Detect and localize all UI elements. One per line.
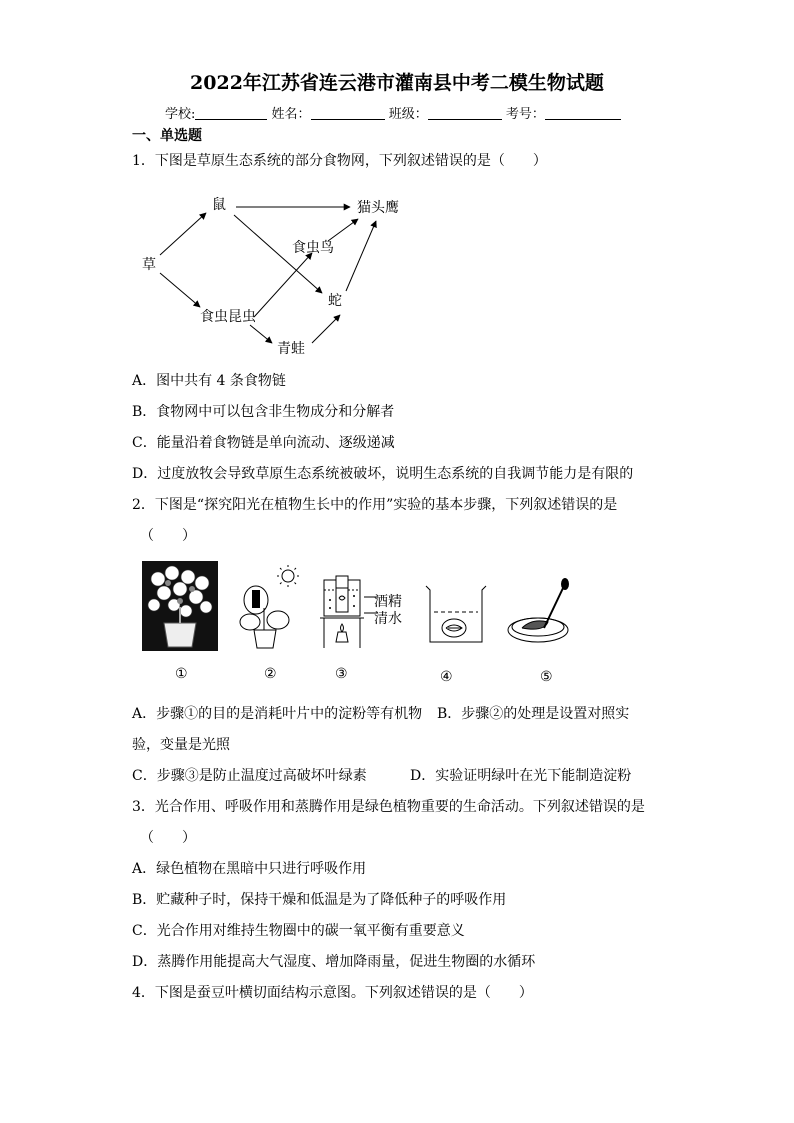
step-number-1: ① (175, 666, 188, 682)
label-water: 清水 (374, 611, 402, 627)
class-blank (428, 106, 502, 120)
arrow-grass-mouse (160, 213, 206, 255)
node-mouse: 鼠 (212, 197, 226, 213)
q2-option-c: C．步骤③是防止温度过高破坏叶绿素 (132, 768, 367, 784)
number-label: 考号： (505, 107, 545, 122)
section-heading: 一、单选题 (132, 128, 202, 144)
class-label: 班级： (388, 107, 428, 122)
q3-option-b: B．贮藏种子时，保持干燥和低温是为了降低种子的呼吸作用 (132, 892, 507, 908)
name-label: 姓名： (271, 107, 311, 122)
node-frog: 青蛙 (277, 341, 305, 357)
arrow-snake-owl (346, 221, 376, 291)
q2-answer-paren: （ ） (140, 528, 196, 544)
arrow-insect-bird (254, 253, 312, 317)
q1-option-c: C．能量沿着食物链是单向流动、逐级递减 (132, 435, 395, 451)
step-number-3: ③ (335, 666, 348, 682)
step4-beaker-leaf-image (424, 584, 488, 646)
arrow-grass-insect (160, 273, 200, 307)
q3-option-c: C．光合作用对维持生物圈中的碳一氧平衡有重要意义 (132, 923, 465, 939)
q2-option-b: B．步骤②的处理是设置对照实 (437, 706, 630, 722)
q1-option-b: B．食物网中可以包含非生物成分和分解者 (132, 404, 395, 420)
arrow-insect-frog (250, 325, 272, 343)
step-number-4: ④ (440, 669, 453, 685)
step5-iodine-dropper-image (504, 576, 576, 648)
q1-option-a: A．图中共有 4 条食物链 (132, 373, 286, 389)
arrow-frog-snake (312, 315, 340, 343)
node-grass: 草 (142, 257, 156, 273)
school-label: 学校: (165, 107, 196, 122)
node-owl: 猫头鹰 (357, 200, 399, 216)
number-blank (545, 106, 621, 120)
q3-option-d: D．蒸腾作用能提高大气湿度、增加降雨量，促进生物圈的水循环 (132, 954, 536, 970)
step-number-2: ② (264, 666, 277, 682)
label-alcohol: 酒精 (374, 594, 402, 610)
node-snake: 蛇 (328, 293, 342, 309)
q3-answer-paren: （ ） (140, 830, 196, 846)
step2-covered-leaf-sun-image (236, 564, 304, 652)
page-title: 2022年江苏省连云港市灌南县中考二模生物试题 (190, 72, 604, 94)
q2-option-b-cont: 验，变量是光照 (132, 737, 230, 753)
school-blank (195, 106, 267, 120)
q2-option-d: D．实验证明绿叶在光下能制造淀粉 (410, 768, 632, 784)
node-bird: 食虫鸟 (292, 240, 334, 256)
q4-stem: 4．下图是蚕豆叶横切面结构示意图。下列叙述错误的是（ ） (132, 985, 533, 1001)
q1-stem: 1．下图是草原生态系统的部分食物网，下列叙述错误的是（ ） (132, 153, 547, 169)
student-info-line (165, 103, 621, 122)
step1-plant-dark-image (142, 561, 218, 651)
q2-stem: 2．下图是“探究阳光在植物生长中的作用”实验的基本步骤，下列叙述错误的是 (132, 497, 618, 513)
q2-option-a: A．步骤①的目的是消耗叶片中的淀粉等有机物 (132, 706, 423, 722)
q3-stem: 3．光合作用、呼吸作用和蒸腾作用是绿色植物重要的生命活动。下列叙述错误的是 (132, 799, 645, 815)
food-web-diagram (132, 185, 432, 360)
q1-option-d: D．过度放牧会导致草原生态系统被破坏，说明生态系统的自我调节能力是有限的 (132, 466, 634, 482)
step-number-5: ⑤ (540, 669, 553, 685)
node-insect: 食虫昆虫 (200, 309, 256, 325)
q3-option-a: A．绿色植物在黑暗中只进行呼吸作用 (132, 861, 367, 877)
name-blank (311, 106, 385, 120)
arrow-bird-owl (328, 219, 358, 241)
